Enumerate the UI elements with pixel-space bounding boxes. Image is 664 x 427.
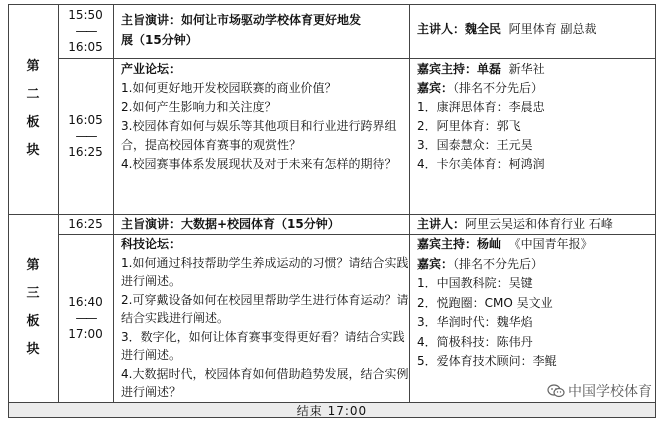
section-3-char: 第 bbox=[26, 258, 40, 273]
speaker-name: 魏全民 bbox=[465, 22, 502, 36]
forum-question: 1.如何通过科技帮助学生养成运动的习惯？请结合实践进行阐述。 bbox=[121, 255, 409, 288]
guests-label: 嘉宾： bbox=[417, 81, 454, 95]
keynote-2-speaker bbox=[409, 4, 656, 58]
grid-line bbox=[655, 4, 656, 418]
time-start: 15:50 bbox=[68, 8, 103, 22]
guest-item: 4．简极科技：陈伟丹 bbox=[417, 334, 533, 349]
time-end: 17:00 bbox=[68, 327, 103, 341]
keynote-3-title bbox=[113, 214, 409, 234]
forum-2-guests bbox=[409, 58, 656, 214]
keynote-title-line: 主旨演讲：大数据+校园体育（15分钟） bbox=[121, 217, 340, 231]
forum-title: 科技论坛： bbox=[121, 237, 182, 251]
section-3-char: 三 bbox=[26, 286, 40, 301]
speaker-org: 阿里体育 副总裁 bbox=[508, 22, 597, 36]
section-2-char: 第 bbox=[26, 59, 40, 74]
moderator-label: 嘉宾主持： bbox=[417, 237, 478, 251]
section-3-char: 块 bbox=[26, 342, 40, 357]
guest-item: 4．卡尔美体育：柯鸿润 bbox=[417, 157, 545, 171]
forum-3-content bbox=[113, 234, 409, 402]
time-end: 16:25 bbox=[68, 145, 103, 159]
forum-question: 3．数字化，如何让体育赛事变得更好看？请结合实践进行阐述。 bbox=[121, 329, 405, 362]
forum-3-time bbox=[58, 234, 113, 402]
time-dash: —— bbox=[75, 24, 96, 38]
forum-question: 1.如何更好地开发校园联赛的商业价值？ bbox=[121, 81, 337, 95]
forum-2-content bbox=[113, 58, 409, 214]
guest-item: 3．国泰慧众：王元昊 bbox=[417, 138, 533, 152]
time-start: 16:05 bbox=[68, 113, 103, 127]
time-end: 16:05 bbox=[68, 40, 103, 54]
guest-item: 2．悦跑圈：CMO 吴文业 bbox=[417, 295, 553, 310]
guests-note: （排名不分先后） bbox=[453, 81, 544, 95]
moderator-org: 新华社 bbox=[508, 62, 545, 76]
wechat-icon bbox=[547, 384, 565, 398]
forum-2-time bbox=[58, 58, 113, 214]
keynote-3-time bbox=[58, 214, 113, 234]
forum-question: 2.如何产生影响力和关注度？ bbox=[121, 100, 277, 114]
forum-question: 4.大数据时代，校园体育如何借助趋势发展，结合实例进行阐述？ bbox=[121, 366, 409, 399]
grid-line bbox=[113, 4, 114, 402]
speaker-label: 主讲人： bbox=[417, 217, 466, 231]
moderator-org: 《中国青年报》 bbox=[508, 237, 593, 251]
guests-label: 嘉宾： bbox=[417, 256, 454, 271]
grid-line bbox=[409, 4, 410, 402]
time-dash: —— bbox=[75, 129, 96, 143]
grid-line bbox=[58, 4, 59, 402]
section-2-char: 块 bbox=[26, 143, 40, 158]
guest-item: 1．康湃思体育：李晨忠 bbox=[417, 100, 545, 114]
forum-3-guests bbox=[409, 234, 656, 402]
guests-note: （排名不分先后） bbox=[453, 256, 544, 271]
forum-question: 4.校园赛事体系发展现状及对于未来有怎样的期待？ bbox=[121, 157, 397, 171]
keynote-title-line: 主旨演讲：如何让市场驱动学校体育更好地发 bbox=[121, 13, 362, 27]
section-2-char: 二 bbox=[26, 87, 40, 102]
watermark bbox=[545, 380, 654, 402]
grid-line bbox=[8, 402, 656, 403]
time-start: 16:40 bbox=[68, 295, 103, 309]
schedule-table bbox=[8, 4, 656, 418]
grid-line bbox=[58, 58, 656, 59]
section-3-char: 板 bbox=[26, 314, 40, 329]
forum-title: 产业论坛： bbox=[121, 62, 182, 76]
grid-line bbox=[8, 417, 656, 418]
moderator-name: 杨屾 bbox=[477, 237, 502, 251]
moderator-name: 单磊 bbox=[477, 62, 502, 76]
grid-line bbox=[8, 4, 656, 5]
end-time-footer bbox=[8, 402, 656, 418]
moderator-label: 嘉宾主持： bbox=[417, 62, 478, 76]
guest-item: 3．华润时代：魏华焰 bbox=[417, 315, 533, 329]
speaker-text: 阿里云吴运和体育行业 石峰 bbox=[465, 217, 613, 231]
guest-item: 2．阿里体育：郭飞 bbox=[417, 119, 521, 133]
section-3-label bbox=[8, 214, 58, 402]
forum-question: 3.校园体育如何与娱乐等其他项目和行业进行跨界组合，提高校园体育赛事的观赏性？ bbox=[121, 119, 397, 152]
keynote-3-speaker bbox=[409, 214, 656, 234]
forum-question: 2.可穿戴设备如何在校园里帮助学生进行体育运动？请结合实践进行阐述。 bbox=[121, 292, 409, 325]
keynote-2-title bbox=[113, 4, 409, 58]
section-2-char: 板 bbox=[26, 115, 40, 130]
end-time-text: 结束 17:00 bbox=[296, 403, 368, 418]
guest-item: 1．中国教科院：吴键 bbox=[417, 276, 533, 290]
keynote-title-line: 展（15分钟） bbox=[121, 33, 198, 47]
grid-line bbox=[58, 234, 656, 235]
guest-item: 5．爱体育技术顾问：李鲲 bbox=[417, 354, 557, 368]
watermark-text: 中国学校体育 bbox=[568, 384, 652, 400]
time-dash: —— bbox=[75, 311, 96, 325]
keynote-2-time bbox=[58, 4, 113, 58]
time-single: 16:25 bbox=[68, 217, 103, 231]
speaker-label: 主讲人： bbox=[417, 22, 466, 36]
section-2-label bbox=[8, 4, 58, 214]
grid-line bbox=[8, 4, 9, 418]
grid-line bbox=[8, 214, 656, 215]
